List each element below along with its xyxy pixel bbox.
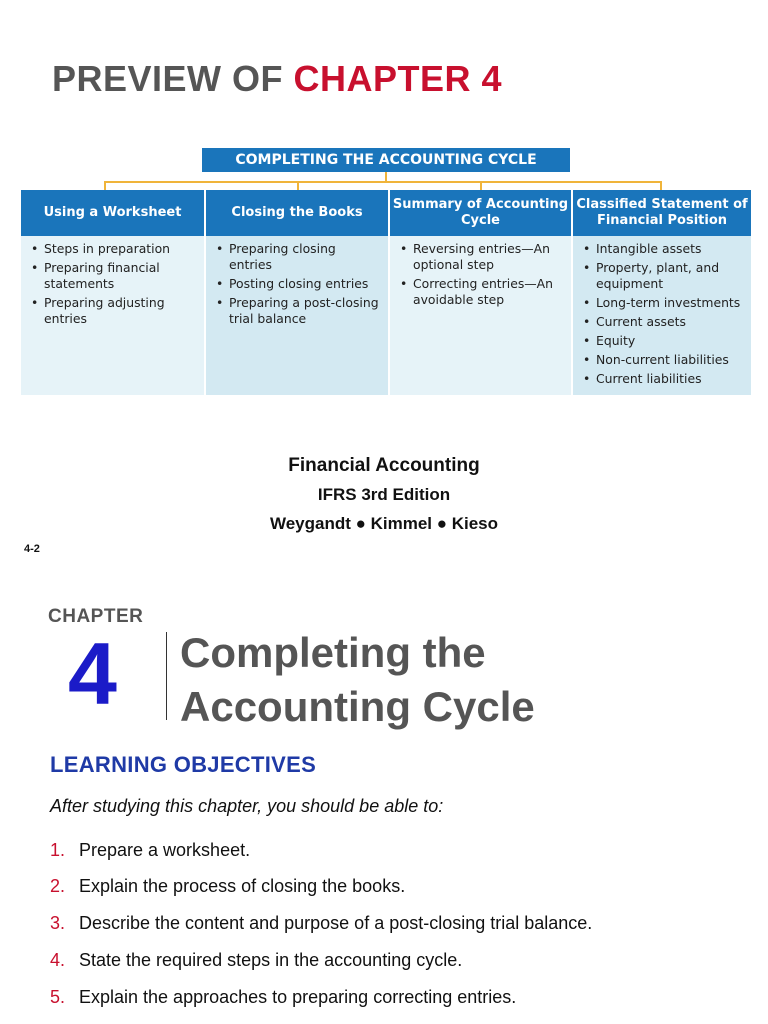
list-item: • Current assets xyxy=(583,314,745,330)
objective-number: 5. xyxy=(50,987,66,1007)
column-body-closing xyxy=(206,236,388,395)
list-item: • Preparing a post-closing trial balance xyxy=(216,295,382,327)
book-title: Financial Accounting xyxy=(288,455,480,476)
book-authors: Weygandt ● Kimmel ● Kieso xyxy=(269,514,499,533)
learning-objectives-intro: After studying this chapter, you should be able to: xyxy=(50,796,444,816)
objective-item xyxy=(50,913,592,934)
column-heading-classified: Classified Statement of Financial Position xyxy=(573,190,751,236)
objective-number: 3. xyxy=(50,913,66,933)
list-item: • Current liabilities xyxy=(583,371,745,387)
column-body-worksheet xyxy=(21,236,204,395)
objective-text: State the required steps in the accounting cycle. xyxy=(79,950,463,970)
list-item: • Intangible assets xyxy=(583,241,745,257)
learning-objectives-heading: LEARNING OBJECTIVES xyxy=(50,752,317,777)
diagram-header: COMPLETING THE ACCOUNTING CYCLE xyxy=(202,148,570,172)
connector-drop-1 xyxy=(104,181,106,190)
objective-number: 4. xyxy=(50,950,66,970)
preview-title-highlight: CHAPTER 4 xyxy=(293,58,503,99)
list-item: • Posting closing entries xyxy=(216,276,382,292)
objective-item xyxy=(50,950,462,971)
connector-drop-2 xyxy=(297,181,299,190)
column-heading-summary: Summary of Accounting Cycle xyxy=(390,190,571,236)
list-item: • Long-term investments xyxy=(583,295,745,311)
preview-title-prefix: PREVIEW OF xyxy=(52,58,284,99)
column-body-summary xyxy=(390,236,571,395)
chapter-title-line-1: Completing the xyxy=(180,629,486,676)
objective-item xyxy=(50,840,250,861)
objective-text: Explain the process of closing the books. xyxy=(79,876,406,896)
objective-item xyxy=(50,876,405,897)
objective-text: Prepare a worksheet. xyxy=(79,840,251,860)
book-edition: IFRS 3rd Edition xyxy=(317,485,451,504)
list-item: • Preparing financial statements xyxy=(31,260,198,292)
list-item: • Preparing closing entries xyxy=(216,241,382,273)
objective-number: 2. xyxy=(50,876,66,896)
objective-text: Describe the content and purpose of a post-closing trial balance. xyxy=(79,913,593,933)
list-item: • Steps in preparation xyxy=(31,241,198,257)
connector-drop-3 xyxy=(480,181,482,190)
objective-number: 1. xyxy=(50,840,66,860)
connector-drop-4 xyxy=(660,181,662,190)
connector-bar xyxy=(104,181,662,183)
chapter-title-line-2: Accounting Cycle xyxy=(180,683,535,730)
list-item: • Non-current liabilities xyxy=(583,352,745,368)
column-heading-worksheet: Using a Worksheet xyxy=(21,190,204,236)
chapter-label: CHAPTER xyxy=(48,606,144,627)
list-item: • Equity xyxy=(583,333,745,349)
column-body-classified xyxy=(573,236,751,395)
objective-text: Explain the approaches to preparing correcting entries. xyxy=(79,987,517,1007)
column-heading-closing: Closing the Books xyxy=(206,190,388,236)
chapter-title xyxy=(180,626,535,734)
list-item: • Reversing entries—An optional step xyxy=(400,241,565,273)
preview-title xyxy=(52,58,502,100)
list-item: • Property, plant, and equipment xyxy=(583,260,745,292)
list-item: • Preparing adjusting entries xyxy=(31,295,198,327)
chapter-number: 4 xyxy=(68,624,117,723)
list-item: • Correcting entries—An avoidable step xyxy=(400,276,565,308)
page-number: 4-2 xyxy=(24,543,40,555)
chapter-divider xyxy=(166,632,167,720)
objective-item xyxy=(50,987,516,1008)
